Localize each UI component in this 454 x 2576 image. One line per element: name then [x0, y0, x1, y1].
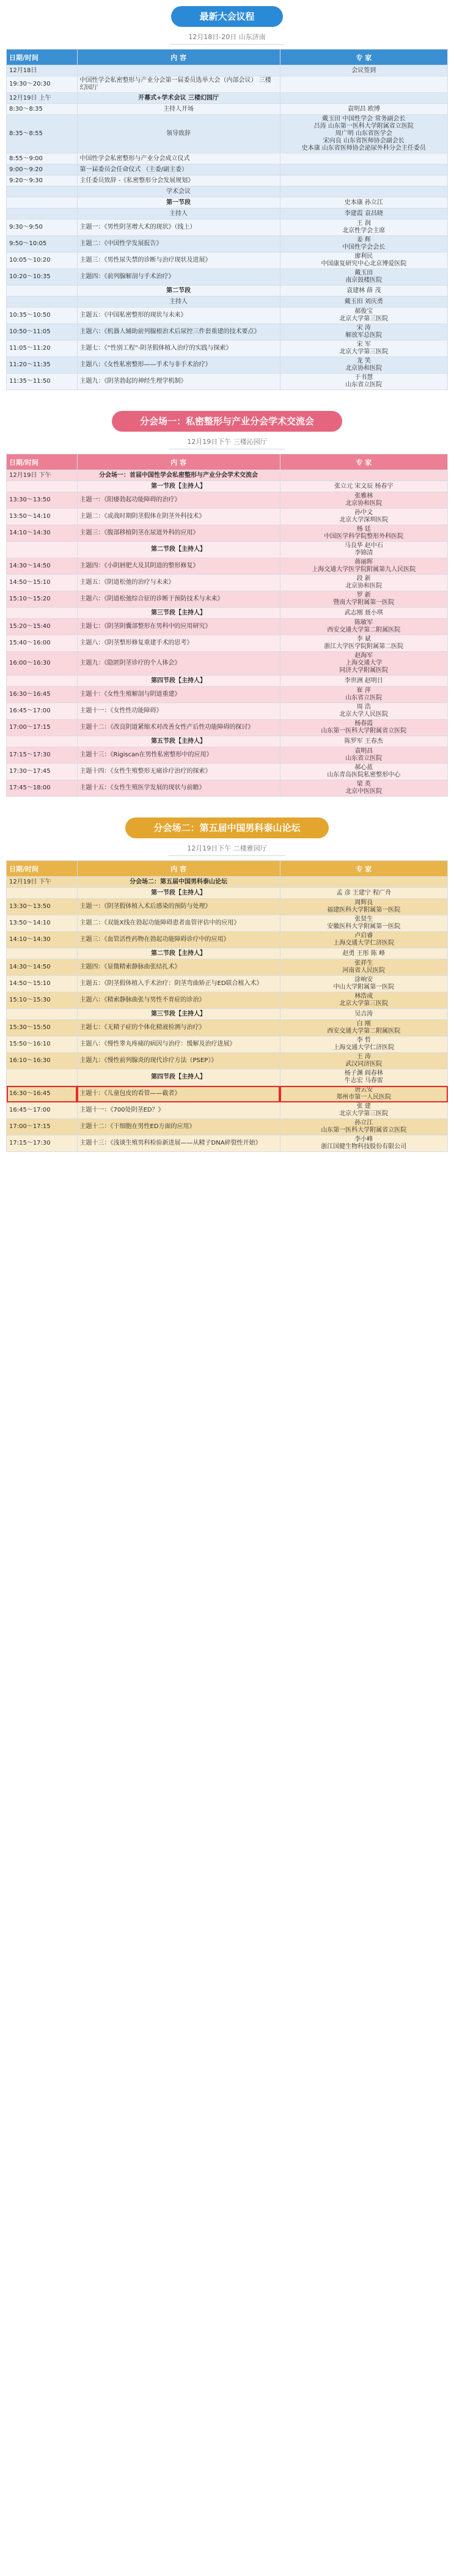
speaker-cell: 杨 廷 中国医学科学院整形外科医院: [280, 525, 447, 542]
topic-cell: 主题六：《机器人辅助前列腺根治术后尿控三件套重建的技术要点》: [77, 324, 280, 341]
time-cell: 14:50～15:10: [7, 976, 78, 992]
table-row: [7, 153, 448, 164]
topic-cell: 中国性学会私密整形与产业分会成立仪式: [77, 153, 280, 164]
time-cell: 8:55～9:00: [7, 153, 78, 164]
table-row: [7, 164, 448, 175]
table-row: [7, 509, 448, 525]
agenda-table: [6, 49, 448, 390]
speaker-cell: 卢启睿 上海交通大学仁济医院: [280, 932, 447, 948]
topic-cell: 主题七：《“性别工程”-阴茎假体植入治疗的实践与探索》: [77, 341, 280, 357]
time-cell: 16:30～16:45: [7, 1086, 78, 1102]
speaker-cell: 王 涛 武汉同济医院: [280, 1053, 447, 1069]
topic-cell: 第三节段【主持人】: [77, 608, 280, 619]
topic-cell: 中国性学会私密整形与产业分会第一届委员选举大会（内部会议） 三楼幻园厅: [77, 76, 280, 93]
time-cell: 10:50～11:05: [7, 324, 78, 341]
speaker-cell: 李 斌 浙江大学医学院附属第二医院: [280, 635, 447, 652]
speaker-cell: 孙立江 山东第一医科大学附属省立医院: [280, 1119, 447, 1135]
table-row: [7, 286, 448, 297]
column-header: 专 家: [280, 861, 447, 877]
topic-cell: 主题二：《双能X线在勃起功能障碍患者血管评估中的应用》: [77, 915, 280, 932]
topic-cell: 主题一：《阳痿勃起功能障碍的治疗》: [77, 492, 280, 509]
topic-cell: [77, 65, 280, 76]
topic-cell: 主题五：《阴道松弛的治疗与未来》: [77, 575, 280, 591]
topic-cell: 主题十：《儿童包皮的看管——截者》: [77, 1086, 280, 1102]
table-row: [7, 1009, 448, 1020]
topic-cell: 主任委员致辞 -《私密整形分会发展规划》: [77, 175, 280, 186]
table-row: [7, 492, 448, 509]
column-header: 内 容: [77, 50, 280, 65]
speaker-cell: 赵勇 王彤 陈 峰: [280, 948, 447, 959]
table-row: [7, 357, 448, 374]
table-row: [7, 747, 448, 764]
speaker-cell: 林浩成 北京大学第三医院: [280, 992, 447, 1009]
speaker-cell: [280, 470, 447, 481]
speaker-cell: 唐云安 郑州市第一人民医院: [280, 1086, 447, 1102]
time-cell: 15:20～15:40: [7, 619, 78, 635]
topic-cell: 主题二：《或战时期阴茎假体在阴茎外科技术》: [77, 509, 280, 525]
topic-cell: 主题十：《女性生殖解剖与阴道重建》: [77, 687, 280, 703]
table-row: [7, 481, 448, 492]
table-row: [7, 220, 448, 236]
topic-cell: 主题三：《腹部移植阴茎在尿道外科的应用》: [77, 525, 280, 542]
time-cell: 15:10～15:20: [7, 591, 78, 608]
topic-cell: 主题五：《中国私密整形的现状与未来》: [77, 308, 280, 324]
time-cell: [7, 736, 78, 747]
topic-cell: 主持人: [77, 297, 280, 308]
session-two-section: [6, 817, 448, 1152]
table-row: [7, 736, 448, 747]
topic-cell: 开幕式+学术会议 三楼幻园厅: [77, 93, 280, 104]
table-row: [7, 175, 448, 186]
speaker-cell: 李小峰 浙江国健生物科技股份有限公司: [280, 1135, 447, 1152]
time-cell: 9:20～9:30: [7, 175, 78, 186]
topic-cell: 主题一：《男性阴茎增大术的现状》（线上）: [77, 220, 280, 236]
table-row: [7, 1036, 448, 1053]
topic-cell: 主题十一：《女性性功能障碍》: [77, 703, 280, 720]
table-row: [7, 932, 448, 948]
time-cell: 16:45～17:00: [7, 1102, 78, 1119]
speaker-cell: 袁建林 薛 茂: [280, 286, 447, 297]
table-row: [7, 1135, 448, 1152]
time-cell: 14:30～14:50: [7, 959, 78, 976]
table-row: [7, 959, 448, 976]
time-cell: 17:00～17:15: [7, 1119, 78, 1135]
table-row: [7, 525, 448, 542]
topic-cell: 主题八：《慢性睾丸疼痛的病因与治疗：缓解及治疗进展》: [77, 1036, 280, 1053]
topic-cell: 主题六：《阴道松弛综合征的诊断于预防技术与未来》: [77, 591, 280, 608]
table-row: [7, 992, 448, 1009]
table-row: [7, 608, 448, 619]
time-cell: 13:30～13:50: [7, 492, 78, 509]
topic-cell: 第一节段【主持人】: [77, 888, 280, 899]
time-cell: 10:35～10:50: [7, 308, 78, 324]
time-cell: 9:00～9:20: [7, 164, 78, 175]
table-row: [7, 1020, 448, 1036]
main-agenda-section: [6, 6, 448, 390]
speaker-cell: 李世洲 赵明日: [280, 676, 447, 687]
topic-cell: 主题一：《阴茎假体植入术后感染的预防与处理》: [77, 899, 280, 915]
topic-cell: 第一节段【主持人】: [77, 481, 280, 492]
topic-cell: 主题五：《阴茎假体植入手术治疗：阴茎弯曲矫正与ED联合植入术》: [77, 976, 280, 992]
speaker-cell: 罗 新 暨南大学附属第一医院: [280, 591, 447, 608]
time-cell: [7, 676, 78, 687]
speaker-cell: 陈罗军 王春杰: [280, 736, 447, 747]
table-row: [7, 652, 448, 676]
time-cell: [7, 888, 78, 899]
speaker-cell: [280, 175, 447, 186]
time-cell: 12月18日: [7, 65, 78, 76]
table-row: [7, 635, 448, 652]
topic-cell: 主题十三：《浅谈生殖男科检验新进展——从精子DNA碎裂性开始》: [77, 1135, 280, 1152]
topic-cell: 第二节段【主持人】: [77, 542, 280, 558]
topic-cell: 第一届委员会任命仪式 （主委/副主委）: [77, 164, 280, 175]
time-cell: 11:20～11:35: [7, 357, 78, 374]
speaker-cell: 杨子渊 阎春林 牛志宏 马春雷: [280, 1069, 447, 1086]
time-cell: [7, 542, 78, 558]
speaker-cell: 李建霞 袁昌晓: [280, 209, 447, 220]
speaker-cell: 赵海军 上海交通大学 同济大学附属医院: [280, 652, 447, 676]
session-one-section: [6, 411, 448, 797]
time-cell: 15:10～15:30: [7, 992, 78, 1009]
section-subtitle: 12月18日-20日 山东济南: [170, 31, 284, 45]
time-cell: [7, 1009, 78, 1020]
table-row: [7, 575, 448, 591]
speaker-cell: 周 浩 北京大学人民医院: [280, 703, 447, 720]
speaker-cell: 张雅林 北京协和医院: [280, 492, 447, 509]
table-row: [7, 591, 448, 608]
table-row: [7, 877, 448, 888]
time-cell: [7, 948, 78, 959]
speaker-cell: 吴吉涛: [280, 1009, 447, 1020]
table-row: [7, 186, 448, 197]
topic-cell: 分会场二：第五届中国男科泰山论坛: [77, 877, 280, 888]
speaker-cell: 会议签到: [280, 65, 447, 76]
time-cell: 16:10～16:30: [7, 1053, 78, 1069]
speaker-cell: 涂响安 中山大学附属第一医院: [280, 976, 447, 992]
time-cell: 14:30～14:50: [7, 558, 78, 575]
topic-cell: 主题三：《血管活性药物在勃起功能障碍诊疗中的应用》: [77, 932, 280, 948]
table-row: [7, 703, 448, 720]
speaker-cell: [280, 93, 447, 104]
time-cell: 8:30～8:35: [7, 104, 78, 115]
table-row: [7, 720, 448, 736]
time-cell: 17:45～18:00: [7, 780, 78, 797]
time-cell: 17:15～17:30: [7, 1135, 78, 1152]
speaker-cell: 于书慧 山东省立医院: [280, 374, 447, 390]
time-cell: 11:05～11:20: [7, 341, 78, 357]
speaker-cell: 梁 英 北京中医医院: [280, 780, 447, 797]
table-row: [7, 1053, 448, 1069]
time-cell: 10:05～10:20: [7, 253, 78, 269]
table-row: [7, 915, 448, 932]
speaker-cell: 袁明昌 欧博: [280, 104, 447, 115]
topic-cell: 第三节段【主持人】: [77, 1009, 280, 1020]
time-cell: 17:00～17:15: [7, 720, 78, 736]
section-title-banner: 最新大会议程: [171, 6, 282, 27]
time-cell: 10:20～10:35: [7, 269, 78, 286]
topic-cell: 第二节段【主持人】: [77, 948, 280, 959]
speaker-cell: [280, 877, 447, 888]
topic-cell: 主题十四：《女性生殖整形无痛诊疗治疗的探索》: [77, 764, 280, 780]
speaker-cell: 段 新 北京协和医院: [280, 575, 447, 591]
topic-cell: 主题四：《小阴唇肥大及其阴道的整形修复》: [77, 558, 280, 575]
table-row: [7, 976, 448, 992]
time-cell: [7, 481, 78, 492]
speaker-cell: 张贤生 安徽医科大学附属第一医院: [280, 915, 447, 932]
column-header: 日期/时间: [7, 454, 78, 470]
agenda-table: [6, 860, 448, 1152]
speaker-cell: 张 建 北京大学第三医院: [280, 1102, 447, 1119]
topic-cell: 主题十五：《女性生殖医学发展的现状与前瞻》: [77, 780, 280, 797]
table-row: [7, 253, 448, 269]
speaker-cell: 李 哲 上海交通大学仁济医院: [280, 1036, 447, 1053]
table-row: [7, 236, 448, 253]
speaker-cell: 张立元 宋文辰 杨春宇: [280, 481, 447, 492]
time-cell: 17:15～17:30: [7, 747, 78, 764]
table-row: [7, 197, 448, 209]
topic-cell: 主题二：《中国性学发展报告》: [77, 236, 280, 253]
table-row: [7, 269, 448, 286]
table-row: [7, 558, 448, 575]
speaker-cell: 张祥生 河南省人民医院: [280, 959, 447, 976]
speaker-cell: 廖利民 中国康复研究中心北京博爱医院: [280, 253, 447, 269]
speaker-cell: 孙中文 北京大学深圳医院: [280, 509, 447, 525]
table-row: [7, 324, 448, 341]
column-header: 内 容: [77, 454, 280, 470]
topic-cell: 主题八：《女性私密整形——手术与非手术治疗》: [77, 357, 280, 374]
table-row: [7, 888, 448, 899]
topic-cell: 主题七：《无精子症的个体化精液检测与治疗》: [77, 1020, 280, 1036]
time-cell: 11:35～11:50: [7, 374, 78, 390]
speaker-cell: 戴玉田 中国性学会 常务副会长 吕涛 山东第一医科大学附属省立医院 周广明 山东省医学会 宋向良 山东省医师协会副会长 史本康 山东省医师协会泌尿外科分会主任委员: [280, 115, 447, 153]
column-header: 日期/时间: [7, 50, 78, 65]
topic-cell: 主题六：《精索静脉曲张与男性不育症的诊治》: [77, 992, 280, 1009]
speaker-cell: 郝心蓝 山东青岛医院私密整形中心: [280, 764, 447, 780]
table-row: [7, 899, 448, 915]
speaker-cell: 陈敏军 西安交通大学第二附属医院: [280, 619, 447, 635]
speaker-cell: 蒋丽晖 上海交通大学医学院附属第九人民医院: [280, 558, 447, 575]
speaker-cell: 史本康 孙立江: [280, 197, 447, 209]
speaker-cell: 孟 彦 王建宁 程广舟: [280, 888, 447, 899]
topic-cell: 第四节段【主持人】: [77, 1069, 280, 1086]
speaker-cell: 袁明昌 山东省立医院: [280, 747, 447, 764]
speaker-cell: [280, 186, 447, 197]
speaker-cell: 姜 辉 中国性学会会长: [280, 236, 447, 253]
time-cell: 17:30～17:45: [7, 764, 78, 780]
table-row: [7, 619, 448, 635]
table-row: [7, 948, 448, 959]
section-subtitle: 12月19日下午 二楼雅园厅: [169, 842, 285, 856]
time-cell: 14:10～14:30: [7, 525, 78, 542]
speaker-cell: [280, 76, 447, 93]
time-cell: 12月19日 下午: [7, 470, 78, 481]
time-cell: 13:50～14:10: [7, 915, 78, 932]
table-row: [7, 780, 448, 797]
time-cell: 16:45～17:00: [7, 703, 78, 720]
topic-cell: 主题十二：《改良阴道紧缩术对改善女性产后性功能障碍的探讨》: [77, 720, 280, 736]
column-header: 专 家: [280, 454, 447, 470]
time-cell: 14:10～14:30: [7, 932, 78, 948]
speaker-cell: 王 润 北京性学会主席: [280, 220, 447, 236]
table-row: [7, 76, 448, 93]
table-row: [7, 104, 448, 115]
table-row: [7, 65, 448, 76]
topic-cell: 主题七：《阴茎阴囊部整形在男科中的应用研究》: [77, 619, 280, 635]
time-cell: 13:30～13:50: [7, 899, 78, 915]
section-title-banner: 分会场二：第五届中国男科泰山论坛: [125, 817, 328, 838]
topic-cell: 主题四：《显微精索静脉曲张结扎术》: [77, 959, 280, 976]
speaker-cell: 白 刚 西安交通大学第二附属医院: [280, 1020, 447, 1036]
time-cell: [7, 197, 78, 209]
time-cell: 19:30～20:30: [7, 76, 78, 93]
table-row: [7, 470, 448, 481]
topic-cell: 主题九：《阴茎勃起的神经生理学机制》: [77, 374, 280, 390]
section-title-banner: 分会场一：私密整形与产业分会学术交流会: [112, 411, 342, 432]
table-row: [7, 764, 448, 780]
column-header: 内 容: [77, 861, 280, 877]
column-header: 日期/时间: [7, 861, 78, 877]
time-cell: 9:50～10:05: [7, 236, 78, 253]
topic-cell: 主题九：《慢性前列腺炎的现代诊疗方法（PSEP）》: [77, 1053, 280, 1069]
time-cell: [7, 297, 78, 308]
table-row: [7, 1069, 448, 1086]
topic-cell: 主题四：《前列腺解剖与手术治疗》: [77, 269, 280, 286]
time-cell: 12月19日 上午: [7, 93, 78, 104]
time-cell: 13:50～14:10: [7, 509, 78, 525]
speaker-cell: 武志刚 聂小琪: [280, 608, 447, 619]
topic-cell: 主题十三：《Rigiscan在男性私密整形中的应用》: [77, 747, 280, 764]
time-cell: 16:30～16:45: [7, 687, 78, 703]
speaker-cell: 周辉良 福建医科大学附属第一医院: [280, 899, 447, 915]
table-row: [7, 297, 448, 308]
speaker-cell: 戴玉田 南京鼓楼医院: [280, 269, 447, 286]
topic-cell: 第四节段【主持人】: [77, 676, 280, 687]
table-row: [7, 542, 448, 558]
table-row: [7, 1086, 448, 1102]
table-row: [7, 1102, 448, 1119]
topic-cell: 主题十二：《干细胞在男性ED方面的应用》: [77, 1119, 280, 1135]
section-subtitle: 12月19日下午 三楼沁园厅: [169, 435, 285, 449]
topic-cell: 学术会议: [77, 186, 280, 197]
topic-cell: 主题八：《阴茎整形修复重建手术的思考》: [77, 635, 280, 652]
time-cell: 16:00～16:30: [7, 652, 78, 676]
agenda-table: [6, 454, 448, 797]
topic-cell: 主题十一：《700处阴茎ED？》: [77, 1102, 280, 1119]
table-row: [7, 308, 448, 324]
table-row: [7, 676, 448, 687]
speaker-cell: 戴玉田 刘庆勇: [280, 297, 447, 308]
time-cell: 8:35～8:55: [7, 115, 78, 153]
topic-cell: 主题九：《隐匿阴茎诊疗的个人体会》: [77, 652, 280, 676]
table-row: [7, 374, 448, 390]
table-row: [7, 115, 448, 153]
time-cell: 15:30～15:50: [7, 1020, 78, 1036]
speaker-cell: [280, 153, 447, 164]
table-row: [7, 209, 448, 220]
speaker-cell: 宋 军 北京大学第三医院: [280, 341, 447, 357]
table-row: [7, 93, 448, 104]
topic-cell: 主持人开场: [77, 104, 280, 115]
speaker-cell: 龙 笑 北京协和医院: [280, 357, 447, 374]
speaker-cell: 郝俊宝 北京大学第三医院: [280, 308, 447, 324]
agenda-page: [0, 0, 454, 1152]
column-header: 专 家: [280, 50, 447, 65]
topic-cell: 主题三：《男性尿失禁的诊断与治疗现状及进展》: [77, 253, 280, 269]
speaker-cell: 宋 涛 解放军总医院: [280, 324, 447, 341]
time-cell: [7, 1069, 78, 1086]
topic-cell: 主持人: [77, 209, 280, 220]
speaker-cell: 崔 萍 山东省立医院: [280, 687, 447, 703]
table-row: [7, 687, 448, 703]
speaker-cell: 马良华 赵中石 李锦清: [280, 542, 447, 558]
time-cell: [7, 608, 78, 619]
time-cell: [7, 286, 78, 297]
speaker-cell: 杨春霞 山东第一医科大学附属省立医院: [280, 720, 447, 736]
topic-cell: 第五节段【主持人】: [77, 736, 280, 747]
time-cell: [7, 209, 78, 220]
time-cell: 9:30～9:50: [7, 220, 78, 236]
time-cell: 15:40～16:00: [7, 635, 78, 652]
topic-cell: 领导致辞: [77, 115, 280, 153]
speaker-cell: [280, 164, 447, 175]
time-cell: 14:50～15:10: [7, 575, 78, 591]
time-cell: [7, 186, 78, 197]
table-row: [7, 341, 448, 357]
time-cell: 15:50～16:10: [7, 1036, 78, 1053]
time-cell: 12月19日 下午: [7, 877, 78, 888]
topic-cell: 第二节段: [77, 286, 280, 297]
topic-cell: 分会场一：首届中国性学会私密整形与产业分会学术交流会: [77, 470, 280, 481]
topic-cell: 第一节段: [77, 197, 280, 209]
table-row: [7, 1119, 448, 1135]
